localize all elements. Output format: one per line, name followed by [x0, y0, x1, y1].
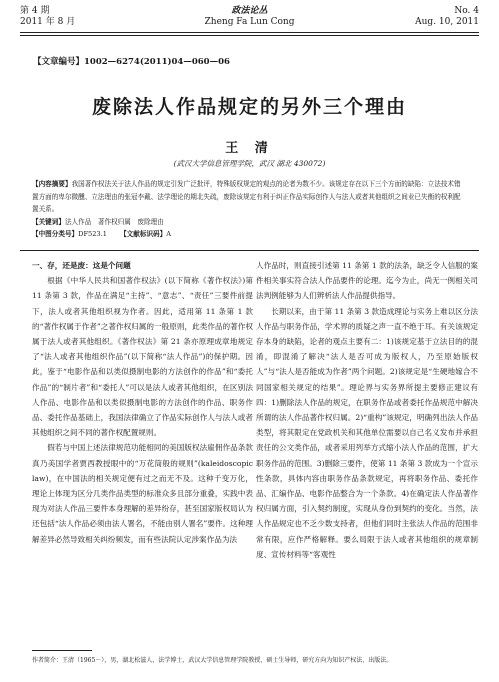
journal-name-pinyin: Zheng Fa Lun Cong [204, 17, 295, 27]
body-paragraph: 根据《中华人民共和国著作权法》(以下简称《著作权法》)第 11 条第 3 款，作品在满足“主持”、“意志”、“责任”三要件前提下，法人或者其他组织视为作者。因此，适用第 11 条第 1 款的“著作权属于作者”之著作权归属的一般原则，此类作品的著作权属于法人或者其他组织。《著作权法》第 21 条亦原理成章地规定了“法人或者其他组织作品”(以下简称“法人作品”)的保护期。因此，鉴于“电影作品和以类似摄制电影的方法创作的作品”和“委托作品”的“制片者”和“委托人”可以是法人或者其他组织，在区别法人作品、电影作品和以类似摄制电影的方法创作的作品、职务作品、委托作品基础上，我国法律确立了作品实际创作人与法人或者其他组织之间不同的著作权配置规则。 [32, 276, 253, 438]
author-name: 王 清 [225, 141, 274, 156]
abstract-label: 【内容摘要】 [32, 180, 72, 188]
body-paragraph: 人作品时，则直接引述第 11 条第 1 款的法条，缺乏令人信服的案件相关事实符合法人作品要件的论理。迄今为止，尚无一例相关司法判例能够为人们辨析法人作品提供指导。 [256, 261, 478, 301]
keywords [32, 216, 467, 229]
keywords-text: 法人作品 著作权归属 废除理由 [64, 217, 164, 226]
body-paragraph: 假若与中国上述法律规范功能相同的美国版权法雇佣作品条款真乃美国学者贾西教授眼中的“万花筒般的规则”(kaleidoscopic law)，在中国法的相关规定便有过之而无不及。这种千变万化，理论上体现为区分几类作品类型的标准众多且部分重叠，实践中表现为对法人作品三要件本身理解的差异纷存，甚至国家版权局认为还包括“法人作品必须由法人署名，不能由别人署名”要件。这种理解差异必然导致相关纠纷频发，而有些法院认定涉案作品为法 [32, 443, 253, 544]
paper-title: 废除法人作品规定的另外三个理由 [91, 96, 407, 118]
author-affiliation: (武汉大学信息管理学院，武汉 湖北 430072) [173, 159, 326, 168]
header-rule-bottom [20, 35, 479, 36]
abstract-block [32, 178, 467, 241]
doc-code-value: A [166, 230, 172, 238]
class-value: DF523.1 [78, 230, 107, 238]
issue-date: 2011 年 8 月 [20, 17, 76, 27]
classification [32, 228, 467, 241]
issue-info-en [415, 6, 479, 28]
article-number: 【文章编号】1002—6274(2011)04—060—06 [33, 57, 230, 67]
class-label: 【中图分类号】 [32, 230, 79, 238]
body-paragraph: 长期以来，由于第 11 条第 3 款造成理论与实务上难以区分法人作品与职务作品，学术界的质疑之声一直不绝于耳。有关该规定存本身的缺陷，论者的观点主要有二：1)该规定基于立法目的的混淆，即混淆了解决“法人是否可成为版权人，乃至原始版权人”与“法人是否能成为作者”两个问题。2)该规定是“生硬地嫁合不同国家相关规定的结果”。理论界与实务界所提主要修正建议有四：1)删除法人作品的规定，在职务作品或者委托作品规范中解决所谓的法人作品著作权归属。2)“重构”该规定，明确列出法人作品类型，将其限定在党政机关和其他单位需要以自己名义发布并承担责任的公文类作品，或者采用列举方式缩小法人作品的范围，扩大职务作品的范围。3)删除三要件，使第 11 条第 3 款成为一个宣示性条款，具体内容由职务作品条款规定，再将职务作品、委托作品、汇编作品、电影作品整合为一个条款。4)在确定法人作品著作权归属方面，引入契约制度，实现从身份到契约的变化。当然，法人作品规定也不乏少数支持者，但他们同时主张法人作品的范围非常有限，应作严格解释。要么局限于法人或者其他组织的规章制度、宣传材料等“客观性 [256, 306, 478, 559]
abstract [32, 178, 467, 216]
issue-date-en: Aug. 10, 2011 [415, 17, 479, 27]
author-footnote: 作者简介：王清（1965－），男，湖北松滋人，法学博士，武汉大学信息管理学院教授，硕士生导师，研究方向为知识产权法、出版法。 [32, 657, 393, 664]
doc-code-label: 【文献标识码】 [120, 230, 167, 238]
body-column-right [256, 258, 478, 562]
issue-number-en: No. 4 [454, 6, 479, 16]
header-rule-top [20, 32, 479, 33]
abstract-divider [20, 250, 479, 251]
keywords-label: 【关键词】 [32, 217, 65, 226]
footnote-rule [32, 650, 92, 651]
abstract-text: 我国著作权法关于法人作品的规定引发广泛批评，特殊版权规定的观点的论者为数不少。该规定存在以下三个方面的缺陷：立法技术错置方面的卑尔微醺、立法理由的张冠李戴、法学理论的期北失疏，废除该规定有利于纠正作品实际创作人与法人或者其他组织之间业已失衡的权利配置关系。 [32, 180, 461, 213]
journal-name-cn: 政法论丛 [231, 6, 268, 16]
issue-number: 第 4 期 [20, 6, 50, 16]
section-heading: 一、存，还是废：这是个问题 [32, 261, 131, 270]
journal-name [20, 6, 479, 28]
body-column-left [32, 258, 253, 547]
